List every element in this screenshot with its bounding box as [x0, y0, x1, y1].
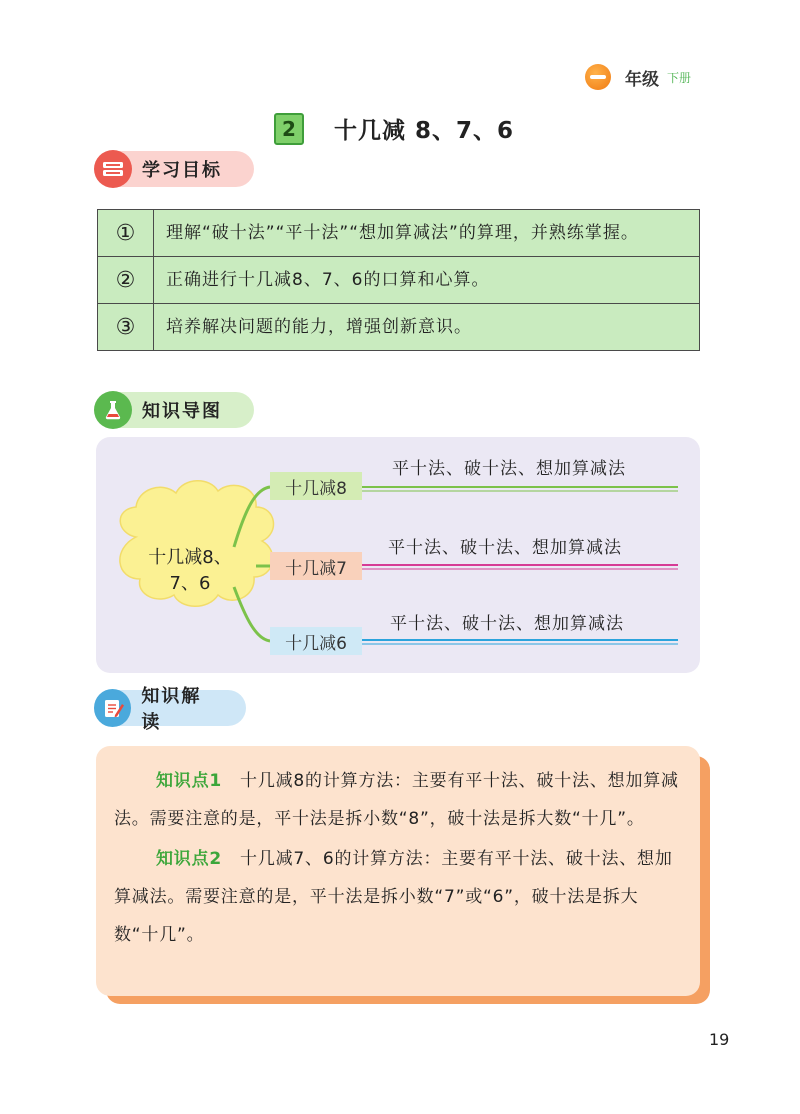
mindmap-node: 十几减6: [270, 627, 362, 655]
knowledge-point-label: 知识点2: [156, 849, 223, 869]
mindmap-branch-text: 平十法、破十法、想加算减法: [388, 538, 622, 558]
mind-map: [96, 437, 700, 673]
page-number: 19: [709, 1030, 730, 1049]
mindmap-center-line: 十几减8、: [148, 547, 232, 568]
mindmap-center: [134, 545, 246, 597]
section-header-goals: [96, 151, 254, 187]
lesson-number: 2: [274, 113, 304, 145]
table-row: [98, 257, 700, 304]
notebook-pencil-icon: [94, 689, 131, 727]
grade-badge: [585, 64, 691, 90]
mindmap-node: 十几减8: [270, 472, 362, 500]
knowledge-box: [96, 746, 700, 996]
table-row: [98, 304, 700, 351]
table-row: [98, 210, 700, 257]
goal-number: ③: [98, 304, 154, 351]
goal-text: 理解“破十法”“平十法”“想加算减法”的算理，并熟练掌握。: [154, 210, 700, 257]
section-label: 学习目标: [142, 160, 222, 181]
grade-label: 年级: [625, 69, 659, 90]
lesson-title-text: 十几减 8、7、6: [334, 118, 515, 144]
mindmap-branch-text: 平十法、破十法、想加算减法: [392, 459, 626, 479]
knowledge-point: [114, 840, 682, 954]
books-icon: [94, 150, 132, 188]
knowledge-point-text: 十几减8的计算方法：主要有平十法、破十法、想加算减法。需要注意的是，平十法是拆小数“8”，破十法是拆大数“十几”。: [114, 771, 679, 829]
mindmap-branch-text: 平十法、破十法、想加算减法: [390, 614, 624, 634]
knowledge-point-label: 知识点1: [156, 771, 223, 791]
goal-text: 培养解决问题的能力，增强创新意识。: [154, 304, 700, 351]
goal-text: 正确进行十几减8、7、6的口算和心算。: [154, 257, 700, 304]
goals-table: [97, 209, 700, 351]
goal-number: ①: [98, 210, 154, 257]
flask-icon: [94, 391, 132, 429]
section-header-map: [96, 392, 254, 428]
knowledge-point: [114, 762, 682, 838]
grade-one-icon: [585, 64, 611, 90]
goal-number: ②: [98, 257, 154, 304]
grade-sub-label: 下册: [667, 70, 692, 85]
mindmap-node: 十几减7: [270, 552, 362, 580]
section-header-explain: [96, 686, 246, 733]
section-label: 知识解读: [141, 686, 202, 733]
mindmap-center-line: 7、6: [169, 573, 211, 594]
lesson-title: [274, 112, 514, 145]
knowledge-point-text: 十几减7、6的计算方法：主要有平十法、破十法、想加算减法。需要注意的是，平十法是拆小数“7”或“6”，破十法是拆大数“十几”。: [114, 849, 673, 945]
section-label: 知识导图: [142, 401, 222, 422]
